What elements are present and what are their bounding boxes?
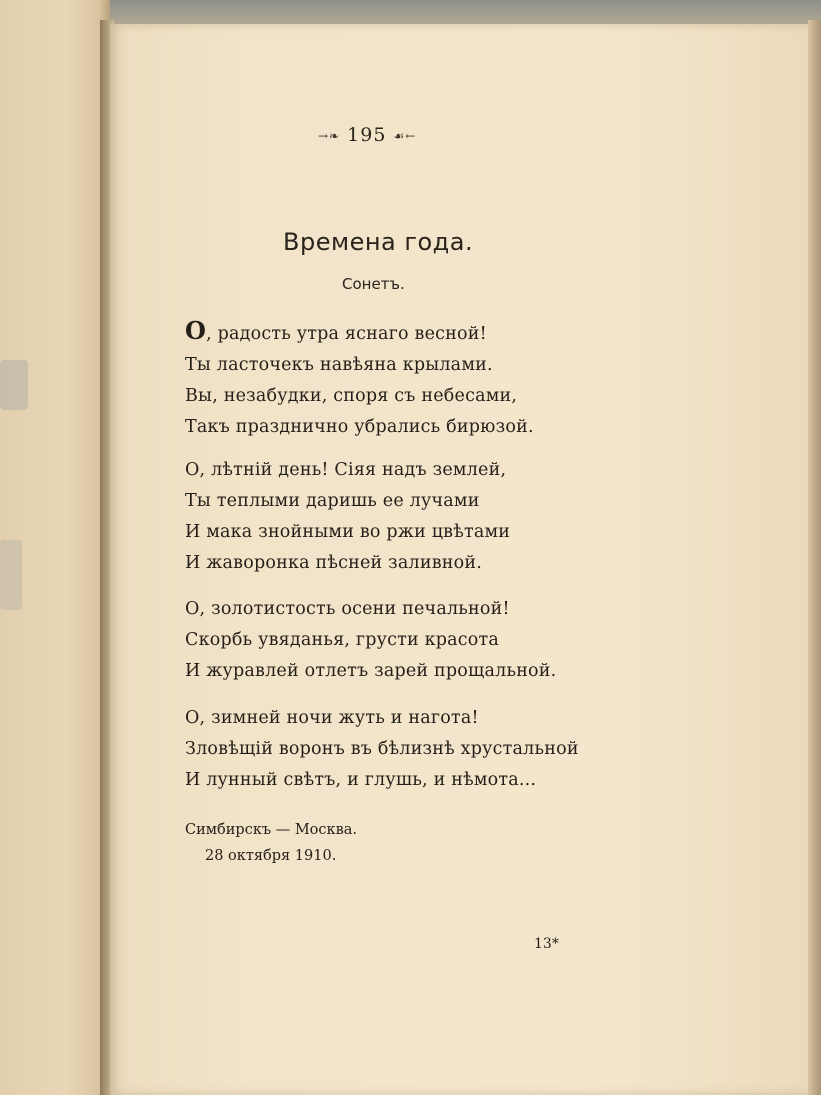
poem-line: Ты ласточекъ навѣяна крылами. — [185, 355, 493, 375]
poem-line: И журавлей отлетъ зарей прощальной. — [185, 661, 557, 681]
left-page — [0, 0, 110, 1095]
drop-cap: О — [185, 316, 207, 345]
poem-line: Ты теплыми даришь ее лучами — [185, 491, 480, 511]
ornament-left-icon: →❧ — [318, 129, 341, 143]
poem-line: О, лѣтній день! Сіяя надъ землей, — [185, 460, 507, 480]
stanza-4 — [185, 703, 579, 796]
poem-title: Времена года. — [283, 228, 474, 256]
page-edge — [808, 20, 821, 1095]
signature-mark: 13* — [534, 936, 559, 952]
page-number-header — [318, 124, 416, 146]
stanza-3 — [185, 594, 556, 687]
poem-date: 28 октября 1910. — [205, 848, 337, 864]
poem-line: О, радость утра яснаго весной! — [185, 316, 487, 345]
poem-line: Зловѣщій воронъ въ бѣлизнѣ хрустальной — [185, 739, 579, 759]
page-smudge — [0, 540, 22, 610]
poem-place: Симбирскъ — Москва. — [185, 822, 358, 838]
poem-line: И лунный свѣтъ, и глушь, и нѣмота... — [185, 770, 537, 790]
poem-line: И мака знойными во ржи цвѣтами — [185, 522, 511, 542]
poem-line: Такъ празднично убрались бирюзой. — [185, 417, 534, 437]
stanza-1 — [185, 316, 534, 443]
stanza-2 — [185, 455, 510, 579]
poem-line: О, золотистость осени печальной! — [185, 599, 510, 619]
page-smudge — [0, 360, 28, 410]
poem-subtitle: Сонетъ. — [342, 275, 405, 293]
poem-line: И жаворонка пѣсней заливной. — [185, 553, 482, 573]
page-number: 195 — [347, 124, 387, 146]
poem-line: Вы, незабудки, споря съ небесами, — [185, 386, 518, 406]
poem-line: О, зимней ночи жуть и нагота! — [185, 708, 479, 728]
ornament-right-icon: ☙← — [393, 129, 417, 143]
poem-line: Скорбь увяданья, грусти красота — [185, 630, 500, 650]
